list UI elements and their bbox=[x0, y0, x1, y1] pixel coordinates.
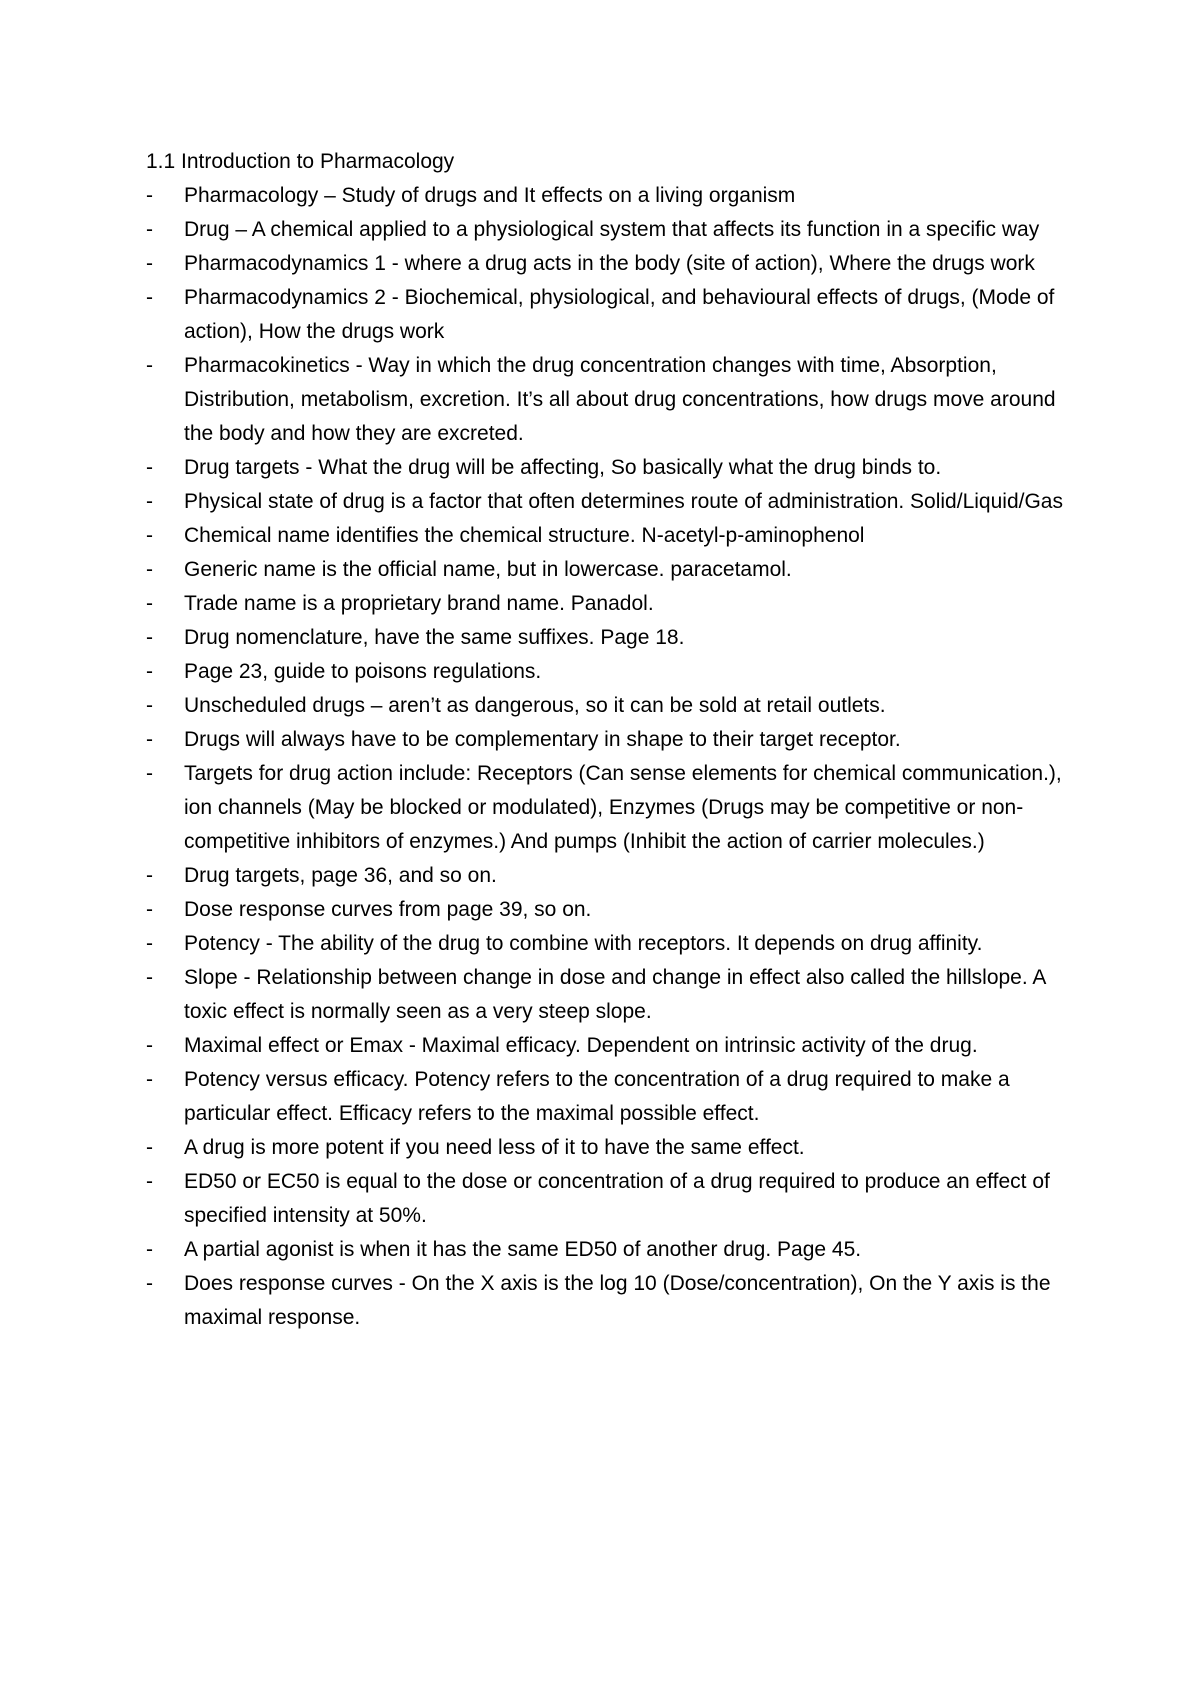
document-body bbox=[146, 145, 1076, 1335]
bullet-marker: - bbox=[146, 1238, 153, 1261]
bullet-text: Potency versus efficacy. Potency refers to the concentration of a drug required to make a particular effect. Efficacy refers to the maximal possible effect. bbox=[184, 1068, 1010, 1125]
bullet-item bbox=[146, 655, 1076, 689]
bullet-marker: - bbox=[146, 728, 153, 751]
bullet-marker: - bbox=[146, 1068, 153, 1091]
bullet-marker: - bbox=[146, 286, 153, 309]
bullet-marker: - bbox=[146, 252, 153, 275]
bullet-text: ED50 or EC50 is equal to the dose or concentration of a drug required to produce an effect of specified intensity at 50%. bbox=[184, 1170, 1050, 1227]
bullet-text: Potency - The ability of the drug to combine with receptors. It depends on drug affinity. bbox=[184, 932, 983, 955]
bullet-item bbox=[146, 485, 1076, 519]
bullet-marker: - bbox=[146, 524, 153, 547]
bullet-text: Page 23, guide to poisons regulations. bbox=[184, 660, 542, 683]
bullet-marker: - bbox=[146, 218, 153, 241]
bullet-item bbox=[146, 621, 1076, 655]
bullet-text: Pharmacokinetics - Way in which the drug concentration changes with time, Absorption, Distribution, metabolism, excretion. It’s all about drug concentrations, how drugs move around the body and how they are excreted. bbox=[184, 354, 1056, 445]
bullet-text: Drug targets, page 36, and so on. bbox=[184, 864, 497, 887]
bullet-item bbox=[146, 1131, 1076, 1165]
bullet-item bbox=[146, 349, 1076, 451]
bullet-item bbox=[146, 1233, 1076, 1267]
bullet-list bbox=[146, 179, 1076, 1335]
bullet-marker: - bbox=[146, 1034, 153, 1057]
section-heading: 1.1 Introduction to Pharmacology bbox=[146, 150, 455, 173]
bullet-marker: - bbox=[146, 184, 153, 207]
bullet-text: Drug nomenclature, have the same suffixes. Page 18. bbox=[184, 626, 685, 649]
bullet-marker: - bbox=[146, 592, 153, 615]
bullet-item bbox=[146, 519, 1076, 553]
bullet-text: Pharmacodynamics 1 - where a drug acts in the body (site of action), Where the drugs work bbox=[184, 252, 1035, 275]
bullet-text: Does response curves - On the X axis is the log 10 (Dose/concentration), On the Y axis is the maximal response. bbox=[184, 1272, 1051, 1329]
bullet-marker: - bbox=[146, 1272, 153, 1295]
bullet-marker: - bbox=[146, 864, 153, 887]
bullet-marker: - bbox=[146, 660, 153, 683]
bullet-text: Slope - Relationship between change in dose and change in effect also called the hillslope. A toxic effect is normally seen as a very steep slope. bbox=[184, 966, 1046, 1023]
bullet-text: Drug – A chemical applied to a physiological system that affects its function in a specific way bbox=[184, 218, 1040, 241]
bullet-marker: - bbox=[146, 932, 153, 955]
bullet-marker: - bbox=[146, 490, 153, 513]
bullet-text: Targets for drug action include: Receptors (Can sense elements for chemical communication.), ion channels (May be blocked or modulated), Enzymes (Drugs may be competitive or non-competitive inhibitors of enzymes.) And pumps (Inhibit the action of carrier molecules.) bbox=[184, 762, 1062, 853]
bullet-text: Generic name is the official name, but in lowercase. paracetamol. bbox=[184, 558, 792, 581]
bullet-text: Pharmacology – Study of drugs and It effects on a living organism bbox=[184, 184, 796, 207]
bullet-item bbox=[146, 587, 1076, 621]
bullet-marker: - bbox=[146, 354, 153, 377]
bullet-item bbox=[146, 961, 1076, 1029]
bullet-marker: - bbox=[146, 762, 153, 785]
bullet-marker: - bbox=[146, 898, 153, 921]
bullet-text: A drug is more potent if you need less of it to have the same effect. bbox=[184, 1136, 805, 1159]
bullet-item bbox=[146, 1267, 1076, 1335]
bullet-item bbox=[146, 757, 1076, 859]
bullet-text: A partial agonist is when it has the same ED50 of another drug. Page 45. bbox=[184, 1238, 862, 1261]
bullet-marker: - bbox=[146, 456, 153, 479]
bullet-text: Unscheduled drugs – aren’t as dangerous, so it can be sold at retail outlets. bbox=[184, 694, 886, 717]
bullet-item bbox=[146, 1165, 1076, 1233]
bullet-item bbox=[146, 893, 1076, 927]
bullet-marker: - bbox=[146, 558, 153, 581]
bullet-item bbox=[146, 247, 1076, 281]
bullet-text: Trade name is a proprietary brand name. Panadol. bbox=[184, 592, 654, 615]
bullet-item bbox=[146, 213, 1076, 247]
bullet-marker: - bbox=[146, 1136, 153, 1159]
bullet-item bbox=[146, 179, 1076, 213]
bullet-item bbox=[146, 1029, 1076, 1063]
bullet-item bbox=[146, 451, 1076, 485]
bullet-marker: - bbox=[146, 966, 153, 989]
bullet-item bbox=[146, 689, 1076, 723]
bullet-marker: - bbox=[146, 694, 153, 717]
bullet-text: Dose response curves from page 39, so on. bbox=[184, 898, 592, 921]
bullet-item bbox=[146, 281, 1076, 349]
bullet-item bbox=[146, 723, 1076, 757]
bullet-item bbox=[146, 927, 1076, 961]
bullet-text: Chemical name identifies the chemical structure. N-acetyl-p-aminophenol bbox=[184, 524, 865, 547]
bullet-marker: - bbox=[146, 1170, 153, 1193]
bullet-text: Pharmacodynamics 2 - Biochemical, physiological, and behavioural effects of drugs, (Mode of action), How the drugs work bbox=[184, 286, 1055, 343]
bullet-item bbox=[146, 553, 1076, 587]
bullet-text: Maximal effect or Emax - Maximal efficacy. Dependent on intrinsic activity of the drug. bbox=[184, 1034, 978, 1057]
bullet-text: Physical state of drug is a factor that often determines route of administration. Solid/Liquid/Gas bbox=[184, 490, 1063, 513]
bullet-item bbox=[146, 859, 1076, 893]
bullet-marker: - bbox=[146, 626, 153, 649]
bullet-text: Drugs will always have to be complementary in shape to their target receptor. bbox=[184, 728, 901, 751]
bullet-item bbox=[146, 1063, 1076, 1131]
bullet-text: Drug targets - What the drug will be affecting, So basically what the drug binds to. bbox=[184, 456, 942, 479]
